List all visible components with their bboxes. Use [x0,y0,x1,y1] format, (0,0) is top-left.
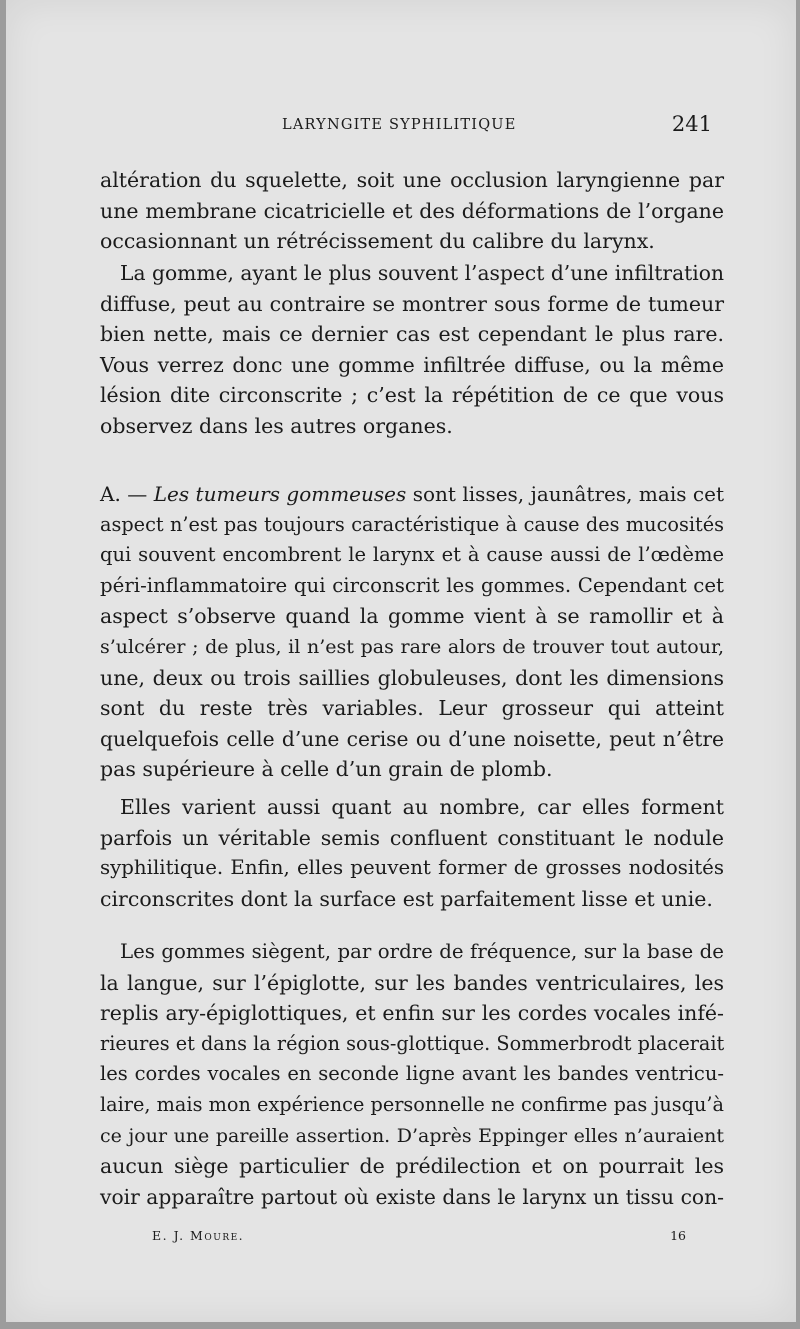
paragraph-1 [100,165,724,257]
text-line: la langue, sur l’épiglotte, sur les bandes ventriculaires, les [100,970,724,995]
paragraph-3 [100,479,724,785]
text-line: laire, mais mon expérience personnelle ne confirme pas jusqu’à [100,1092,724,1116]
text-line: une membrane cicatricielle et des déformations de l’organe [100,198,724,223]
text-line: s’ulcérer ; de plus, il n’est pas rare alors de trouver tout autour, [100,635,724,658]
text-line: La gomme, ayant le plus souvent l’aspect d’une infiltration [120,261,724,285]
paragraph-2 [100,258,724,442]
text-line [100,479,724,510]
signature-mark: 16 [670,1228,686,1243]
text-line: péri-inflammatoire qui circonscrit les gommes. Cependant cet [100,573,724,597]
text-line: aspect s’observe quand la gomme vient à se ramollir et à [100,604,724,629]
text-line: voir apparaître partout où existe dans le larynx un tissu con- [100,1184,724,1209]
text-line: rieures et dans la région sous-glottique. Sommerbrodt placerait [100,1031,725,1055]
book-page [6,0,796,1322]
text-line: diffuse, peut au contraire se montrer sous forme de tumeur [100,291,724,316]
text-line: occasionnant un rétrécissement du calibre du larynx. [100,229,655,254]
text-line: qui souvent encombrent le larynx et à cause aussi de l’œdème [100,543,724,567]
text-line: circonscrites dont la surface est parfaitement lisse et unie. [100,886,713,911]
text-line: ce jour une pareille assertion. D’après Eppinger elles n’auraient [100,1124,724,1147]
paragraph-4 [100,792,724,914]
text-line: Les gommes siègent, par ordre de fréquence, sur la base de [120,940,724,963]
text-line: les cordes vocales en seconde ligne avant les bandes ventricu- [100,1062,724,1086]
page-header [100,112,720,142]
text-line: Vous verrez donc une gomme infiltrée diffuse, ou la même [100,352,724,377]
text-line: lésion dite circonscrite ; c’est la répétition de ce que vous [100,383,724,408]
page-number: 241 [671,112,712,136]
text-line: altération du squelette, soit une occlusion laryngienne par [100,168,724,192]
text-line: syphilitique. Enfin, elles peuvent former de grosses nodosités [100,856,724,880]
footer-author: E. J. Moure. [152,1228,245,1243]
text-line: aucun siège particulier de prédilection et on pourrait les [100,1154,724,1179]
page-footer [146,1228,686,1248]
section-label: A. — [100,482,154,506]
text-line: observez dans les autres organes. [100,413,453,438]
running-title: LARYNGITE SYPHILITIQUE [282,117,517,133]
text-line: une, deux ou trois saillies globuleuses, dont les dimensions [100,665,724,690]
text-line: quelquefois celle d’une cerise ou d’une noisette, peut n’être [100,726,724,751]
section-title-italic: Les tumeurs gommeuses [153,482,407,506]
text-line: aspect n’est pas toujours caractéristique à cause des mucosités [100,512,724,536]
text-line: sont du reste très variables. Leur grosseur qui atteint [100,696,724,721]
paragraph-5 [100,937,724,1212]
text-run: sont lisses, jaunâtres, mais cet [406,482,725,506]
text-line: Elles varient aussi quant au nombre, car elles forment [120,795,724,819]
text-line: pas supérieure à celle d’un grain de plomb. [100,757,553,782]
text-line: replis ary-épiglottiques, et enfin sur les cordes vocales infé- [100,1001,724,1026]
text-line: bien nette, mais ce dernier cas est cependant le plus rare. [100,322,724,347]
text-line: parfois un véritable semis confluent constituant le nodule [100,825,724,850]
